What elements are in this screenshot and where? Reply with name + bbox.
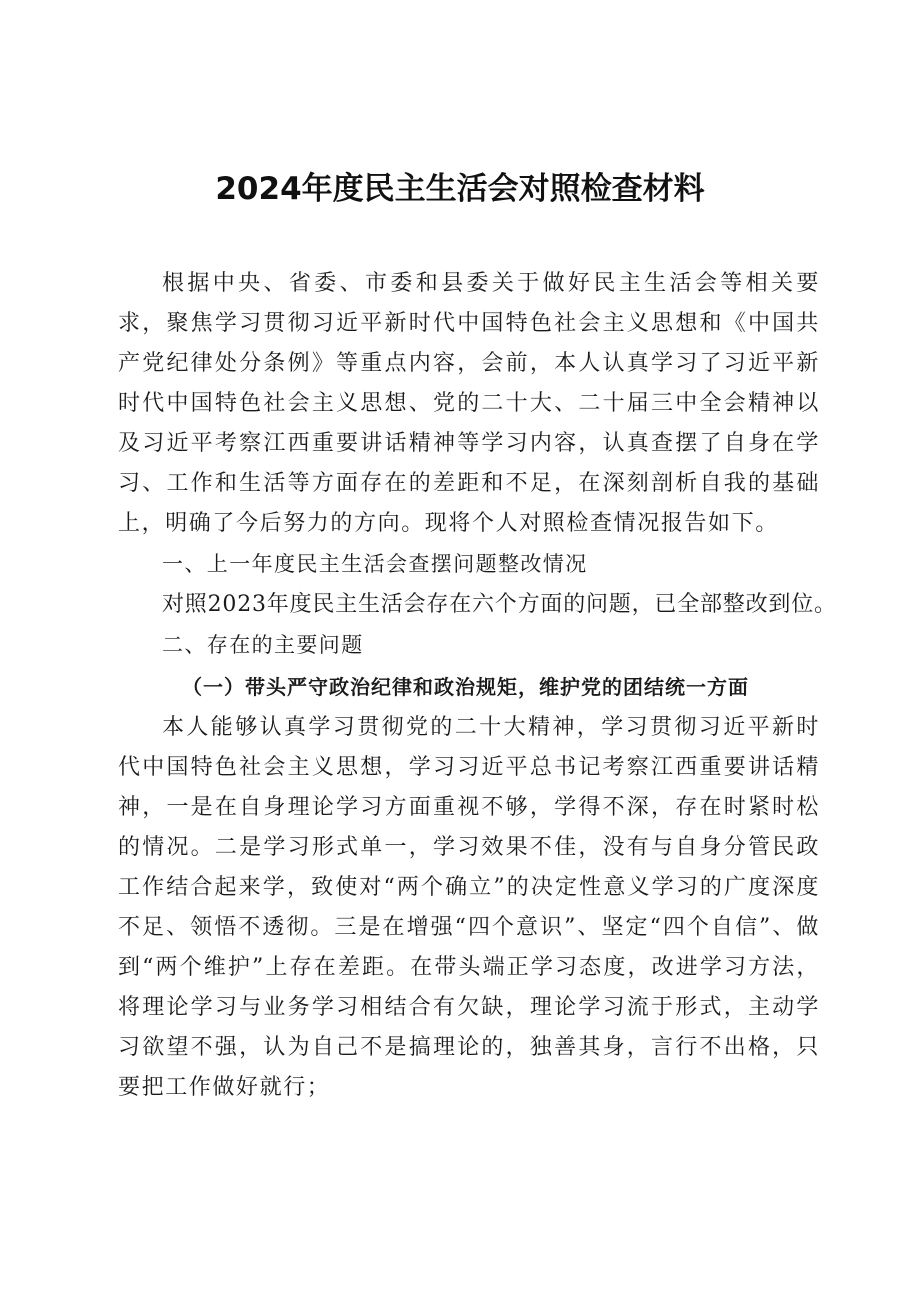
document-body <box>118 264 837 1108</box>
subsection-heading-political-discipline: （一）带头严守政治纪律和政治规矩，维护党的团结统一方面 <box>182 675 749 699</box>
document-title: 2024年度民主生活会对照检查材料 <box>215 171 705 207</box>
section-heading-main-problems: 二、存在的主要问题 <box>162 633 364 657</box>
rectification-paragraph: 对照2023年度民主生活会存在六个方面的问题，已全部整改到位。 <box>162 592 837 617</box>
political-discipline-paragraph: 本人能够认真学习贯彻党的二十大精神，学习贯彻习近平新时代中国特色社会主义思想，学习习近平总书记考察江西重要讲话精神，一是在自身理论学习方面重视不够，学得不深，存在时紧时松的情况。二是学习形式单一，学习效果不佳，没有与自身分管民政工作结合起来学，致使对“两个确立”的决定性意义学习的广度深度不足、领悟不透彻。三是在增强“四个意识”、坚定“四个自信”、做到“两个维护”上存在差距。在带头端正学习态度，改进学习方法，将理论学习与业务学习相结合有欠缺，理论学习流于形式，主动学习欲望不强，认为自己不是搞理论的，独善其身，言行不出格，只要把工作做好就行； <box>118 715 820 1100</box>
section-heading-rectification: 一、上一年度民主生活会查摆问题整改情况 <box>162 552 588 576</box>
intro-paragraph: 根据中央、省委、市委和县委关于做好民主生活会等相关要求，聚焦学习贯彻习近平新时代中国特色社会主义思想和《中国共产党纪律处分条例》等重点内容，会前，本人认真学习了习近平新时代中国特色社会主义思想、党的二十大、二十届三中全会精神以及习近平考察江西重要讲话精神等学习内容，认真查摆了自身在学习、工作和生活等方面存在的差距和不足，在深刻剖析自我的基础上，明确了今后努力的方向。现将个人对照检查情况报告如下。 <box>118 271 820 536</box>
